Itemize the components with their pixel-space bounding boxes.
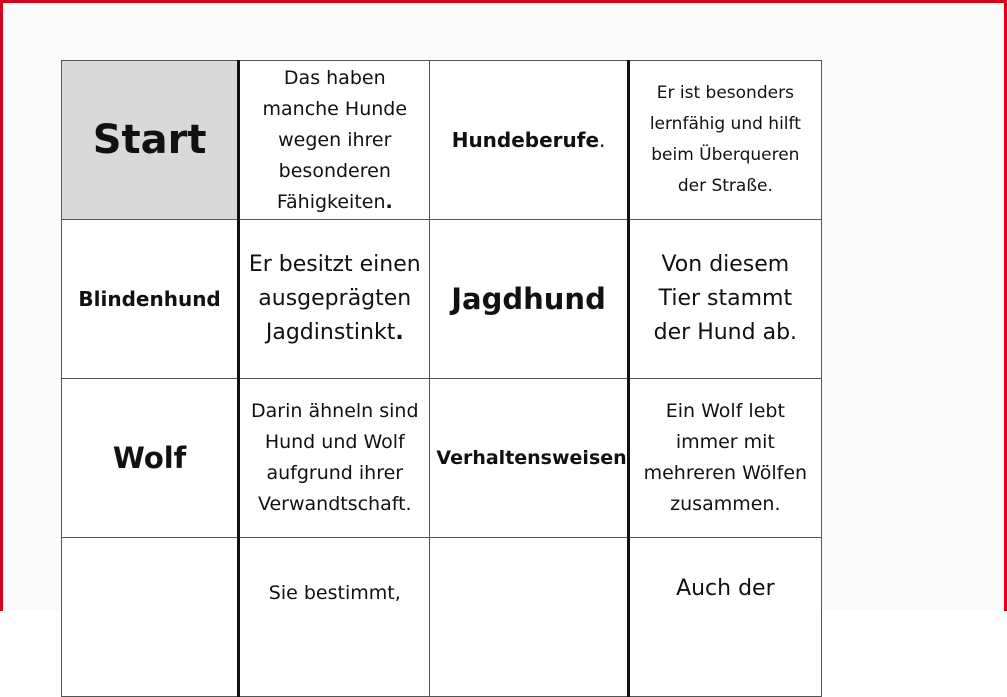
answer-cell-jagdhund (430, 220, 628, 379)
answer-word: Wolf (112, 441, 187, 475)
clue-line: besonderen (278, 159, 391, 182)
clue-cell-jagdhund (239, 220, 430, 379)
answer-word: Hundeberufe (451, 128, 600, 152)
clue-line: aufgrund ihrer (266, 462, 404, 484)
card-row-3 (62, 379, 822, 538)
clue-line: zusammen. (670, 493, 781, 515)
start-cell (62, 61, 239, 220)
clue-cell-faehigkeiten (239, 61, 430, 220)
answer-cell-empty (62, 538, 239, 697)
clue-cell-partial-1 (239, 538, 430, 697)
clue-text: Jagdinstinkt (265, 320, 396, 345)
clue-line: Hund und Wolf (264, 431, 405, 453)
clue-cell-blindenhund (628, 61, 821, 220)
answer-period: . (599, 128, 606, 152)
clue-line: Sie bestimmt, (268, 582, 401, 604)
answer-cell-verhaltensweisen (430, 379, 628, 538)
domino-card-table (61, 60, 822, 697)
clue-line: Er ist besonders (656, 83, 794, 103)
clue-cell-partial-2 (628, 538, 821, 697)
clue-line: manche Hunde (262, 97, 408, 120)
clue-cell-wolf (628, 220, 821, 379)
card-row-1 (62, 61, 822, 220)
answer-word: Jagdhund (451, 282, 606, 316)
answer-word: Blindenhund (78, 287, 221, 311)
answer-cell-hundeberufe (430, 61, 628, 220)
clue-line (246, 187, 423, 218)
answer-cell-wolf (62, 379, 239, 538)
clue-cell-rudel (628, 379, 821, 538)
clue-line: beim Überqueren (651, 145, 800, 165)
card-row-4 (62, 538, 822, 697)
answer-cell-empty (430, 538, 628, 697)
clue-line: Er besitzt einen (248, 252, 421, 277)
clue-cell-verhaltensweisen (239, 379, 430, 538)
clue-line: Von diesem (661, 252, 790, 277)
clue-period: . (385, 190, 393, 213)
clue-line: lernfähig und hilft (649, 114, 801, 134)
clue-line: Tier stammt (658, 286, 793, 311)
clue-line: der Straße. (677, 176, 773, 196)
clue-line: mehreren Wölfen (643, 462, 808, 484)
clue-line (246, 316, 423, 350)
clue-line: Auch der (676, 576, 775, 601)
answer-word: Verhaltensweisen (436, 447, 627, 469)
clue-line: Verwandtschaft. (257, 493, 412, 515)
clue-line: ausgeprägten (258, 286, 412, 311)
clue-line: Darin ähneln sind (251, 400, 419, 422)
clue-line: immer mit (675, 431, 775, 453)
clue-period: . (395, 320, 404, 345)
answer-cell-blindenhund (62, 220, 239, 379)
clue-line: wegen ihrer (278, 128, 392, 151)
clue-text: Fähigkeiten (276, 190, 386, 213)
clue-line: Ein Wolf lebt (665, 400, 785, 422)
card-row-2 (62, 220, 822, 379)
clue-line: Das haben (283, 66, 386, 89)
start-label: Start (92, 117, 207, 163)
clue-line: der Hund ab. (653, 320, 798, 345)
